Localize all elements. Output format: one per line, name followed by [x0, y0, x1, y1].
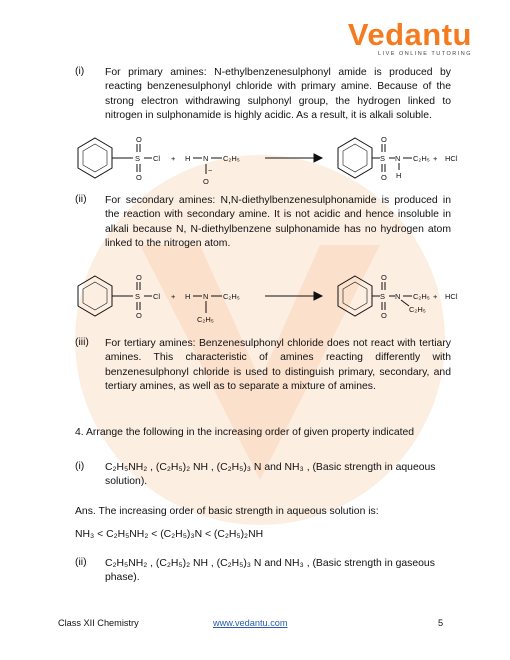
r1-ethyl: C₂H₅: [223, 154, 240, 163]
r2-plus-2: +: [433, 292, 438, 301]
r1-prod-hydrogen: H: [396, 171, 402, 180]
r1-prod-oxygen-bottom: O: [381, 173, 387, 182]
r2-prod-nitrogen: N: [395, 292, 401, 301]
footer-class-label: Class XII Chemistry: [58, 618, 139, 628]
reaction-primary-amine: [75, 130, 458, 190]
q4-part-ii-line: [105, 557, 451, 585]
r1-plus-1: +: [171, 154, 176, 163]
vedantu-logo[interactable]: [347, 17, 472, 57]
item-iii-text: For tertiary amines: Benzenesulphonyl chloride does not react with tertiary amines. This characteristic of amines reacting differently with benzenesulphonyl chloride is used to distinguish primary, secondary, and tertiary amines, as well as to separate a mixture of amines.: [105, 338, 451, 392]
r1-plus-2: +: [433, 154, 438, 163]
q4-part-i-compounds: C₂H₅NH₂ , (C₂H₅)₂ NH , (C₂H₅)₃ N and NH₃: [105, 462, 304, 473]
r1-oxygen-top: O: [136, 135, 142, 144]
r2-oxygen-top: O: [136, 273, 142, 282]
q4-part-i-property: , (Basic strength in aqueous solution).: [105, 462, 436, 487]
q4-part-ii-label: (ii): [75, 557, 87, 568]
r1-nitrogen: N: [203, 154, 209, 163]
r2-sulfur: S: [135, 292, 141, 301]
r2-prod-ethyl-1: C₂H₅: [413, 292, 430, 301]
logo-tagline: LIVE ONLINE TUTORING: [378, 51, 472, 57]
r1-prod-oxygen-top: O: [381, 135, 387, 144]
r2-prod-oxygen-bottom: O: [381, 311, 387, 320]
r1-prod-ethyl: C₂H₅: [413, 154, 430, 163]
r1-sulfur: S: [135, 154, 141, 163]
item-i-label: (i): [75, 66, 85, 77]
item-ii-text: For secondary amines: N,N-diethylbenzenesulphonamide is produced in the reaction with secondary amine. It is not acidic and hence insoluble in alkali because N, N-diethylbenzene sulphonamide has no hydrogen atom linked to the nitrogen atom.: [105, 195, 451, 249]
r1-prod-sulfur: S: [380, 154, 386, 163]
item-i-text: For primary amines: N-ethylbenzenesulphonyl amide is produced by reacting benzenesulphonyl chloride with primary amine. Because of the strong electron withdrawing sulphonyl group, the hydrogen linked to nitrogen in sulphonamide is highly acidic. As a result, it is alkali soluble.: [105, 67, 451, 121]
r2-hcl: HCl: [445, 292, 458, 301]
footer-page-number: 5: [438, 618, 444, 628]
r1-oxygen-anion: O: [203, 177, 209, 186]
q4-part-ii-property: , (Basic strength in gaseous phase).: [105, 558, 435, 583]
reaction-secondary-amine: [75, 268, 458, 330]
r2-prod-ethyl-2: C₂H₅: [409, 305, 426, 314]
item-ii-label: (ii): [75, 194, 87, 205]
r2-ethyl-1: C₂H₅: [223, 292, 240, 301]
q4-part-ii-compounds: C₂H₅NH₂ , (C₂H₅)₂ NH , (C₂H₅)₃ N and NH₃: [105, 558, 304, 569]
r1-oxygen-bottom: O: [136, 173, 142, 182]
r1-prod-nitrogen: N: [395, 154, 401, 163]
footer-website-link[interactable]: www.vedantu.com: [213, 618, 288, 628]
r2-nitrogen: N: [203, 292, 209, 301]
r1-hcl: HCl: [445, 154, 458, 163]
r2-chlorine: Cl: [153, 292, 161, 301]
r1-minus: −: [208, 166, 213, 175]
q4-part-i-line: [105, 461, 451, 489]
r2-hydrogen: H: [185, 292, 191, 301]
item-iii-label: (iii): [75, 337, 89, 348]
r1-chlorine: Cl: [153, 154, 161, 163]
answer-order: NH₃ < C₂H₅NH₂ < (C₂H₅)₃N < (C₂H₅)₂NH: [75, 529, 264, 540]
r2-prod-sulfur: S: [380, 292, 386, 301]
question-4-heading: 4. Arrange the following in the increasing order of given property indicated: [75, 427, 415, 438]
r2-prod-oxygen-top: O: [381, 273, 387, 282]
answer-label: Ans. The increasing order of basic strength in aqueous solution is:: [75, 506, 379, 517]
r2-oxygen-bottom: O: [136, 311, 142, 320]
r2-plus-1: +: [171, 292, 176, 301]
r1-hydrogen: H: [185, 154, 191, 163]
logo-wordmark: Vedantu: [347, 17, 472, 52]
q4-part-i-label: (i): [75, 461, 85, 472]
r2-ethyl-2: C₂H₅: [197, 315, 214, 324]
